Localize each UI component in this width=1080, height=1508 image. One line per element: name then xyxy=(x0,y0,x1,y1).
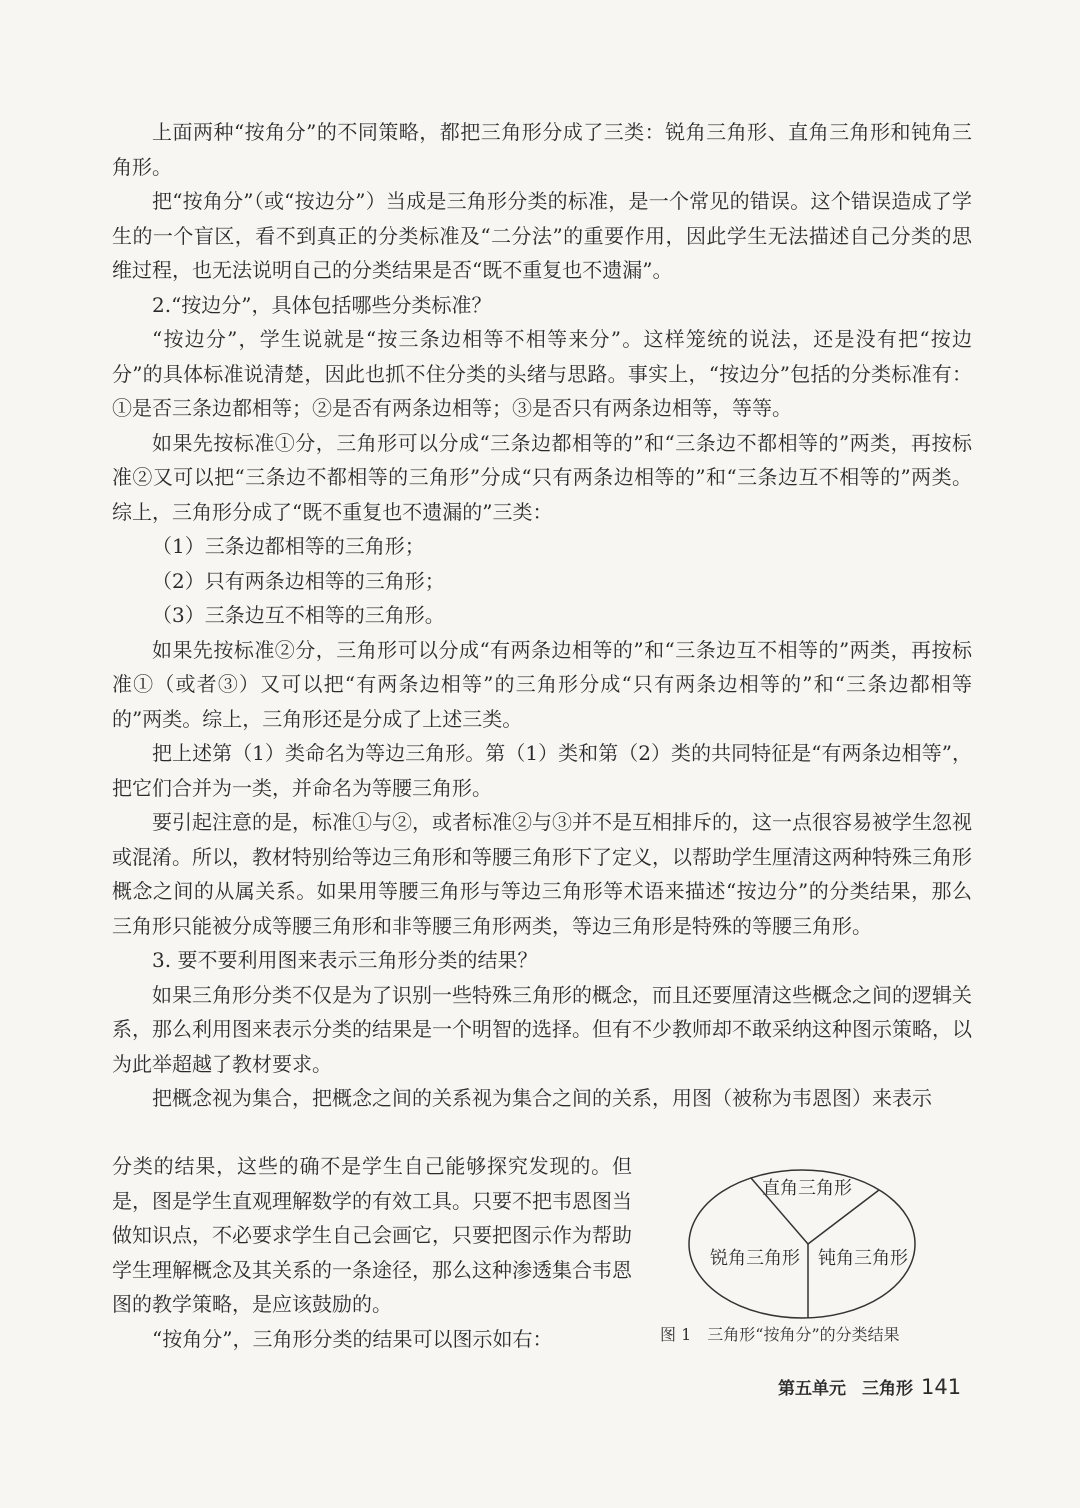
paragraph: 把上述第（1）类命名为等边三角形。第（1）类和第（2）类的共同特征是“有两条边相等”，把它们合并为一类，并命名为等腰三角形。 xyxy=(112,741,972,800)
paragraph: “按角分”，三角形分类的结果可以图示如右： xyxy=(152,1326,553,1351)
label-acute-triangle: 锐角三角形 xyxy=(710,1248,800,1269)
list-item: （3）三条边互不相等的三角形。 xyxy=(152,603,445,627)
paragraph: 上面两种“按角分”的不同策略，都把三角形分成了三类：锐角三角形、直角三角形和钝角三角形。 xyxy=(112,120,972,179)
paragraph: 如果三角形分类不仅是为了识别一些特殊三角形的概念，而且还要厘清这些概念之间的逻辑关系，那么利用图来表示分类的结果是一个明智的选择。但有不少教师却不敢采纳这种图示策略，以为此举超越了教材要求。 xyxy=(112,982,972,1076)
list-item: （1）三条边都相等的三角形； xyxy=(152,534,425,558)
list-item: （2）只有两条边相等的三角形； xyxy=(152,568,445,593)
wrapped-text xyxy=(112,1149,632,1356)
label-right-triangle: 直角三角形 xyxy=(762,1178,852,1199)
paragraph: 把概念视为集合，把概念之间的关系视为集合之间的关系，用图（被称为韦恩图）来表示 xyxy=(152,1086,932,1110)
paragraph: 把“按角分”（或“按边分”）当成是三角形分类的标准，是一个常见的错误。这个错误造成了学生的一个盲区，看不到真正的分类标准及“二分法”的重要作用，因此学生无法描述自己分类的思维过程，也无法说明自己的分类结果是否“既不重复也不遗漏”。 xyxy=(112,189,972,282)
chapter-label: 三角形 xyxy=(862,1379,913,1399)
label-obtuse-triangle: 钝角三角形 xyxy=(818,1248,908,1269)
paragraph: 如果先按标准①分，三角形可以分成“三条边都相等的”和“三条边不都相等的”两类，再按标准②又可以把“三条边不都相等的三角形”分成“只有两条边相等的”和“三条边互不相等的”两类。综上，三角形分成了“既不重复也不遗漏的”三类： xyxy=(112,430,972,524)
paragraph: 如果先按标准②分，三角形可以分成“有两条边相等的”和“三条边互不相等的”两类，再按标准①（或者③）又可以把“有两条边相等”的三角形分成“只有两条边相等的”和“三条边都相等的”两类。综上，三角形还是分成了上述三类。 xyxy=(112,637,972,731)
paragraph: “按边分”，学生说就是“按三条边相等不相等来分”。这样笼统的说法，还是没有把“按边分”的具体标准说清楚，因此也抓不住分类的头绪与思路。事实上，“按边分”包括的分类标准有：①是否三条边都相等；②是否有两条边相等；③是否只有两条边相等，等等。 xyxy=(112,327,972,420)
venn-diagram xyxy=(660,1160,960,1340)
paragraph: 分类的结果，这些的确不是学生自己能够探究发现的。但是，图是学生直观理解数学的有效工具。只要不把韦恩图当做知识点，不必要求学生自己会画它，只要把图示作为帮助学生理解概念及其关系的一条途径，那么这种渗透集合韦恩图的教学策略，是应该鼓励的。 xyxy=(112,1154,632,1316)
section-heading: 2.“按边分”，具体包括哪些分类标准？ xyxy=(152,292,492,317)
page-number: 141 xyxy=(921,1375,962,1399)
unit-label: 第五单元 xyxy=(778,1379,846,1399)
page-footer xyxy=(778,1374,961,1399)
figure-caption: 图 1 三角形“按角分”的分类结果 xyxy=(660,1325,900,1344)
paragraph: 要引起注意的是，标准①与②，或者标准②与③并不是互相排斥的，这一点很容易被学生忽视或混淆。所以，教材特别给等边三角形和等腰三角形下了定义，以帮助学生厘清这两种特殊三角形概念之间的从属关系。如果用等腰三角形与等边三角形等术语来描述“按边分”的分类结果，那么三角形只能被分成等腰三角形和非等腰三角形两类，等边三角形是特殊的等腰三角形。 xyxy=(112,810,972,938)
main-text xyxy=(112,115,972,1116)
section-heading: 3. 要不要利用图来表示三角形分类的结果？ xyxy=(152,948,538,972)
